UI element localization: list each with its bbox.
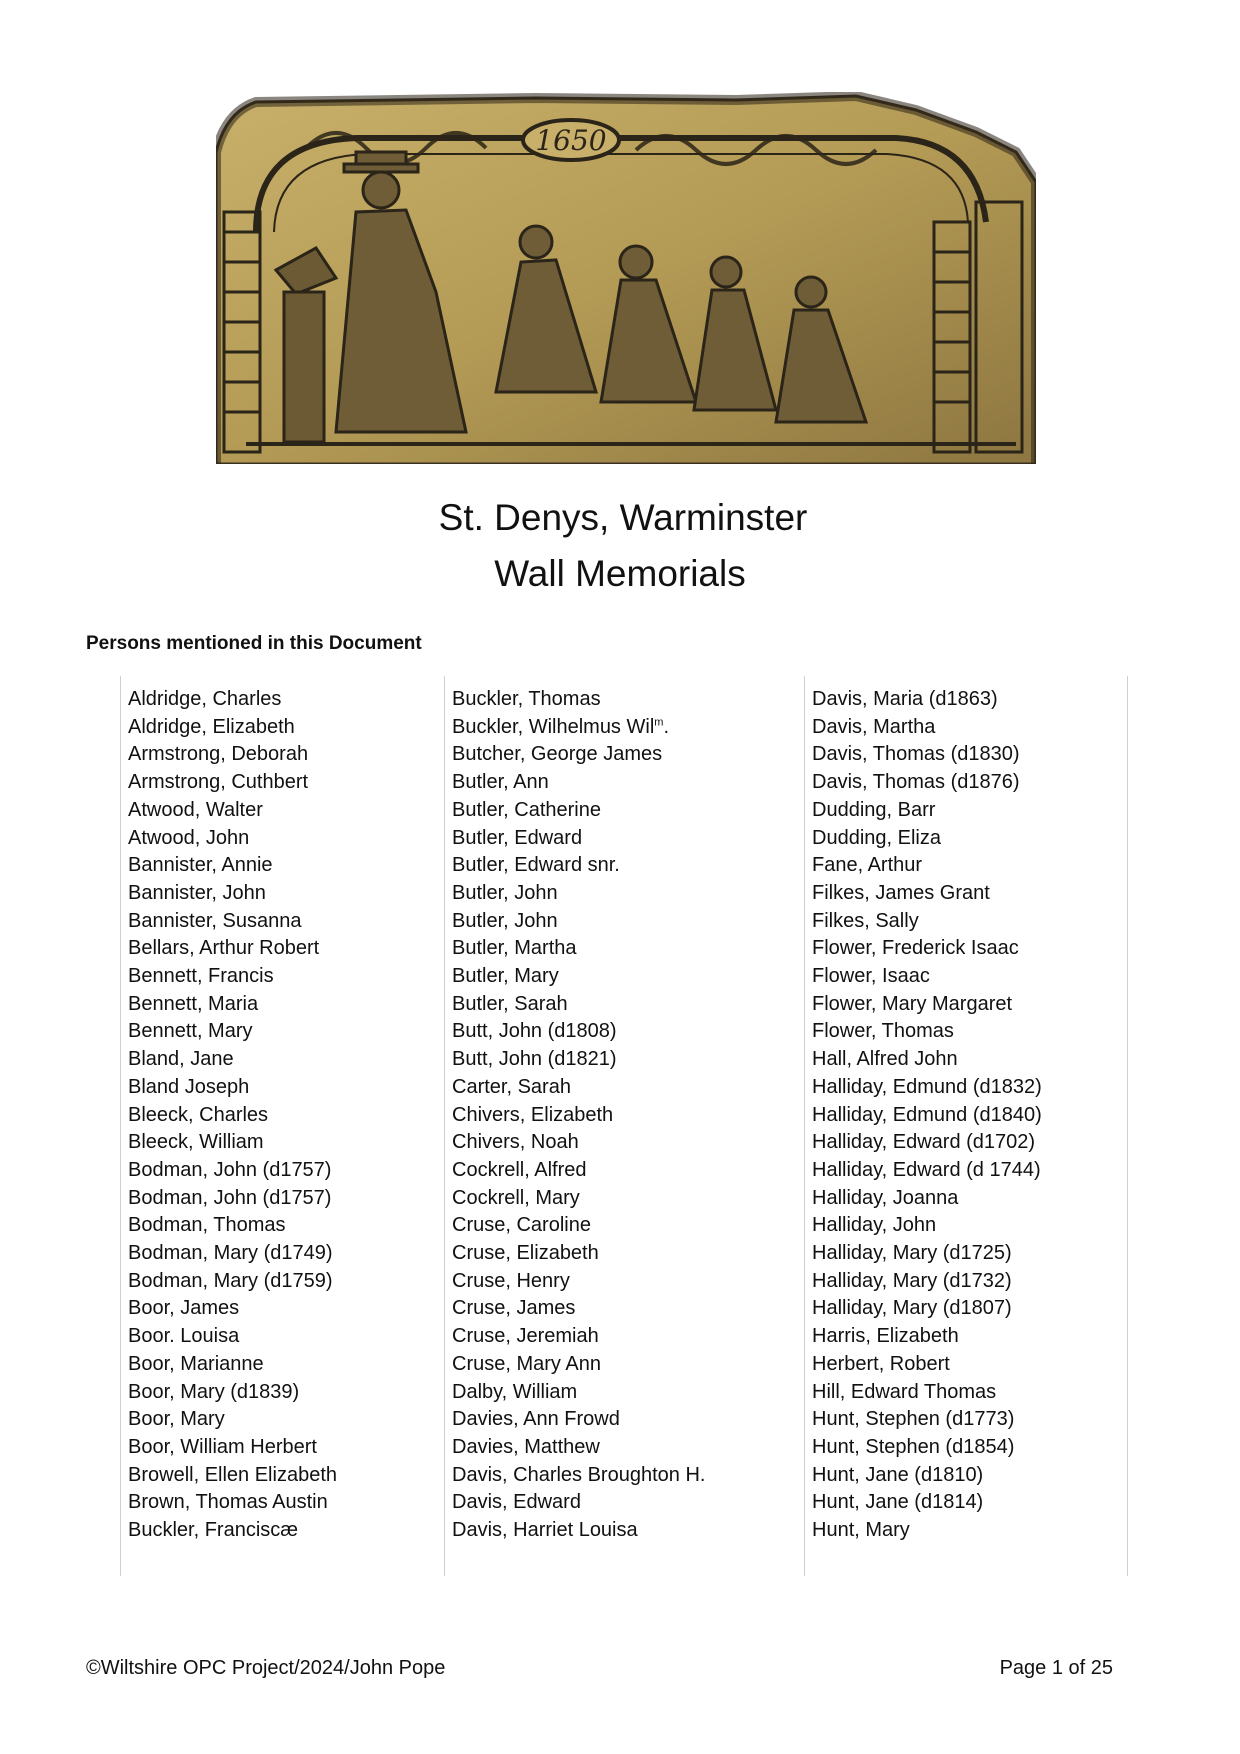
person-entry: Hunt, Stephen (d1854): [812, 1435, 1015, 1458]
person-entry: Butler, Ann: [452, 771, 549, 794]
person-entry: Halliday, Edward (d1702): [812, 1131, 1036, 1154]
person-entry: Dudding, Eliza: [812, 826, 941, 849]
person-entry: Butler, Martha: [452, 937, 577, 960]
person-entry: Harris, Elizabeth: [812, 1325, 959, 1348]
person-entry: Hunt, Mary: [812, 1519, 910, 1542]
person-entry: Cruse, Henry: [452, 1269, 570, 1292]
person-entry-text: Buckler, Wilhelmus Wil: [452, 715, 655, 738]
person-entry: Boor, Mary: [128, 1408, 225, 1431]
person-entry: Bannister, Annie: [128, 854, 273, 877]
person-entry: Bennett, Mary: [128, 1020, 253, 1043]
person-entry: Butler, Catherine: [452, 798, 601, 821]
footer-page-number: Page 1 of 25: [999, 1657, 1113, 1679]
person-entry: Halliday, Edmund (d1840): [812, 1103, 1042, 1126]
person-entry: Cruse, James: [452, 1297, 576, 1320]
title-line-2: Wall Memorials: [494, 553, 746, 594]
person-entry: Davis, Thomas (d1876): [812, 771, 1020, 794]
person-entry: Flower, Isaac: [812, 965, 930, 988]
person-entry: Atwood, Walter: [128, 798, 263, 821]
person-entry: Bodman, John (d1757): [128, 1186, 332, 1209]
person-entry: Boor. Louisa: [128, 1325, 240, 1348]
person-entry: Filkes, Sally: [812, 909, 919, 932]
person-entry: Halliday, Edmund (d1832): [812, 1075, 1042, 1098]
person-entry: Butler, Sarah: [452, 992, 568, 1015]
person-entry: Bleeck, Charles: [128, 1103, 269, 1126]
person-entry: Atwood, John: [128, 826, 250, 849]
person-entry: Bodman, Mary (d1759): [128, 1269, 333, 1292]
brass-date-text: 1650: [535, 124, 607, 157]
person-entry: Boor, Marianne: [128, 1352, 264, 1375]
person-entry: Butler, John: [452, 909, 558, 932]
persons-column-2: [444, 676, 805, 1576]
person-entry: Dalby, William: [452, 1380, 578, 1403]
person-entry: Flower, Mary Margaret: [812, 992, 1013, 1015]
person-entry: Butt, John (d1821): [452, 1048, 617, 1071]
person-entry: Davies, Matthew: [452, 1435, 600, 1458]
person-entry: Butcher, George James: [452, 743, 663, 766]
person-entry: Bennett, Francis: [128, 965, 274, 988]
person-entry: Bannister, John: [128, 881, 266, 904]
person-entry: Butler, John: [452, 881, 558, 904]
person-entry: Fane, Arthur: [812, 854, 923, 877]
document-title: [0, 490, 1240, 602]
person-entry: Davis, Harriet Louisa: [452, 1519, 638, 1542]
person-entry: Bleeck, William: [128, 1131, 264, 1154]
person-entry: Bodman, Thomas: [128, 1214, 286, 1237]
person-entry: Flower, Thomas: [812, 1020, 954, 1043]
person-entry: Halliday, Mary (d1732): [812, 1269, 1012, 1292]
person-entry: Davis, Martha: [812, 715, 936, 738]
person-entry: Boor, Mary (d1839): [128, 1380, 300, 1403]
person-entry: Cockrell, Alfred: [452, 1158, 587, 1181]
person-entry: Bodman, John (d1757): [128, 1158, 332, 1181]
person-entry: Hill, Edward Thomas: [812, 1380, 997, 1403]
person-entry: Buckler, Franciscæ: [128, 1519, 299, 1542]
persons-list: [120, 676, 1126, 1576]
person-entry: Armstrong, Cuthbert: [128, 771, 309, 794]
title-line-1: St. Denys, Warminster: [438, 497, 808, 538]
person-entry: Filkes, James Grant: [812, 881, 990, 904]
footer-copyright: ©Wiltshire OPC Project/2024/John Pope: [86, 1657, 446, 1679]
person-entry: Hall, Alfred John: [812, 1048, 958, 1071]
person-entry: Boor, William Herbert: [128, 1435, 317, 1458]
person-entry: Bland, Jane: [128, 1048, 234, 1071]
person-entry: Bland Joseph: [128, 1075, 250, 1098]
person-entry: Hunt, Jane (d1814): [812, 1491, 984, 1514]
person-entry: Halliday, Mary (d1807): [812, 1297, 1012, 1320]
person-entry: Halliday, Edward (d 1744): [812, 1158, 1041, 1181]
person-entry: Bannister, Susanna: [128, 909, 302, 932]
person-entry: Cockrell, Mary: [452, 1186, 580, 1209]
person-entry: Brown, Thomas Austin: [128, 1491, 328, 1514]
person-entry: Bodman, Mary (d1749): [128, 1242, 333, 1265]
person-entry: Cruse, Mary Ann: [452, 1352, 601, 1375]
person-entry: Browell, Ellen Elizabeth: [128, 1463, 337, 1486]
person-entry: Cruse, Jeremiah: [452, 1325, 599, 1348]
person-entry: Hunt, Jane (d1810): [812, 1463, 984, 1486]
person-entry: Hunt, Stephen (d1773): [812, 1408, 1015, 1431]
person-entry: Buckler, Thomas: [452, 688, 601, 710]
person-entry: [452, 714, 805, 742]
persons-heading: Persons mentioned in this Document: [86, 633, 422, 654]
persons-column-1: [120, 676, 444, 1576]
person-entry: Halliday, Joanna: [812, 1186, 959, 1209]
brass-memorial-plate-image: [216, 92, 1036, 464]
person-entry: Herbert, Robert: [812, 1352, 950, 1375]
person-entry: Halliday, John: [812, 1214, 937, 1237]
person-entry: Carter, Sarah: [452, 1075, 571, 1098]
superscript-suffix: .: [663, 715, 669, 738]
person-entry: Davies, Ann Frowd: [452, 1408, 620, 1431]
person-entry: Cruse, Elizabeth: [452, 1242, 599, 1265]
person-entry: Aldridge, Charles: [128, 688, 282, 710]
person-entry: Davis, Charles Broughton H.: [452, 1463, 706, 1486]
person-entry: Butt, John (d1808): [452, 1020, 617, 1043]
person-entry: Halliday, Mary (d1725): [812, 1242, 1012, 1265]
person-entry: Butler, Edward snr.: [452, 854, 620, 877]
person-entry: Davis, Edward: [452, 1491, 581, 1514]
person-entry: Dudding, Barr: [812, 798, 936, 821]
person-entry: Aldridge, Elizabeth: [128, 715, 295, 738]
person-entry: Boor, James: [128, 1297, 240, 1320]
persons-column-3: [804, 676, 1128, 1576]
person-entry: Bennett, Maria: [128, 992, 259, 1015]
superscript-m: m: [654, 716, 664, 729]
person-entry: Bellars, Arthur Robert: [128, 937, 320, 960]
person-entry: Davis, Maria (d1863): [812, 688, 998, 710]
person-entry: Davis, Thomas (d1830): [812, 743, 1020, 766]
person-entry: Chivers, Noah: [452, 1131, 579, 1154]
person-entry: Flower, Frederick Isaac: [812, 937, 1019, 960]
person-entry: Chivers, Elizabeth: [452, 1103, 614, 1126]
person-entry: Butler, Mary: [452, 965, 559, 988]
person-entry: Cruse, Caroline: [452, 1214, 591, 1237]
person-entry: Armstrong, Deborah: [128, 743, 309, 766]
person-entry: Butler, Edward: [452, 826, 583, 849]
